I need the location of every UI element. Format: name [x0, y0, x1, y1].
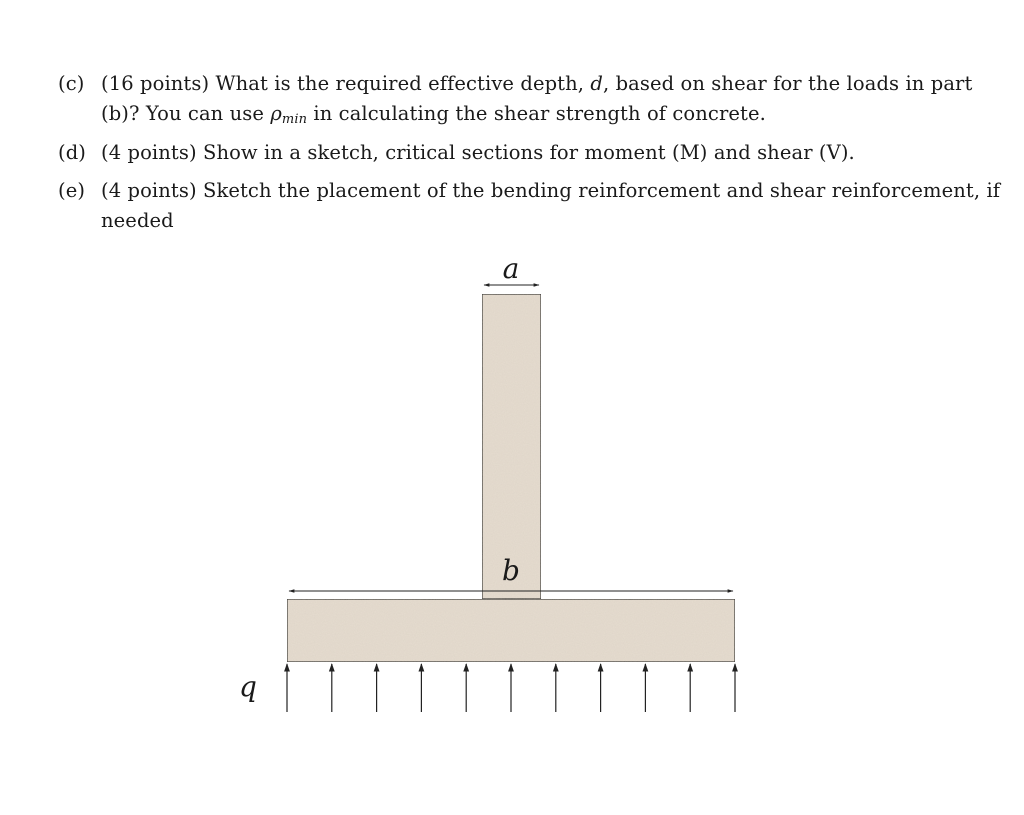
question-c-text-part3: in calculating the shear strength of concrete.	[307, 102, 766, 125]
question-e-text: (4 points) Sketch the placement of the bending reinforcement and shear reinforcement, if needed	[101, 179, 1001, 232]
variable-d: d	[590, 72, 603, 95]
question-d-label: (d)	[58, 141, 86, 164]
question-c-label: (c)	[58, 72, 85, 95]
variable-rho-subscript: min	[281, 112, 308, 127]
question-c-text-part1: (16 points) What is the required effective depth,	[101, 72, 591, 95]
question-e-label: (e)	[58, 179, 86, 202]
soil-pressure-arrows	[287, 664, 735, 712]
soil-pressure-label: q	[239, 670, 257, 703]
footing	[287, 599, 735, 662]
dimension-a-label: a	[502, 252, 520, 285]
variable-rho: ρ	[270, 102, 282, 125]
question-d-text: (4 points) Show in a sketch, critical sections for moment (M) and shear (V).	[101, 141, 855, 164]
question-c-text-part2: , based on shear for the loads in part (b)? You can use	[101, 72, 973, 125]
dimension-b-label: b	[502, 554, 520, 587]
